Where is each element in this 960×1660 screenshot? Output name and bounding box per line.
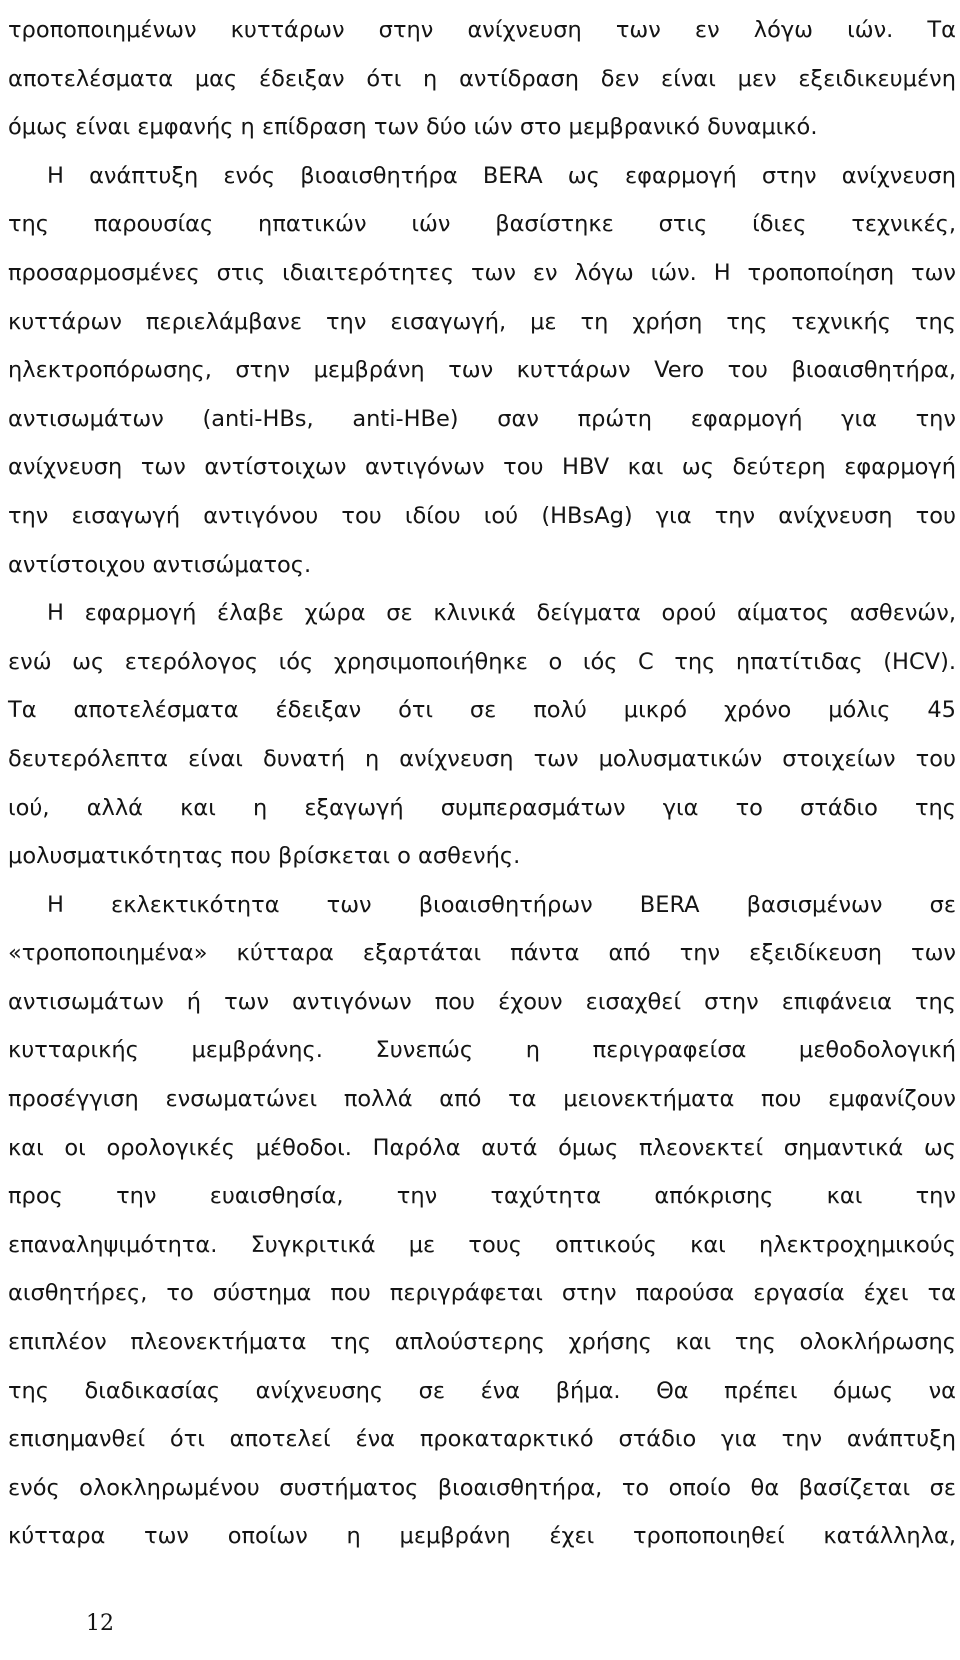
text-line: αντισωμάτων (anti-HBs, anti-HBe) σαν πρώτη εφαρμογή για την — [8, 405, 956, 432]
text-line: επιπλέον πλεονεκτήματα της απλούστερης χρήσης και της ολοκλήρωσης — [8, 1329, 956, 1356]
text-line: κύτταρα των οποίων η μεμβράνη έχει τροποποιηθεί κατάλληλα, — [8, 1523, 956, 1550]
text-line: Η ανάπτυξη ενός βιοαισθητήρα BERA ως εφαρμογή στην ανίχνευση — [47, 162, 956, 189]
text-line: της διαδικασίας ανίχνευσης σε ένα βήμα. Θα πρέπει όμως να — [8, 1377, 956, 1404]
text-line: Η εφαρμογή έλαβε χώρα σε κλινικά δείγματα ορού αίματος ασθενών, — [47, 600, 956, 627]
text-line: της παρουσίας ηπατικών ιών βασίστηκε στις ίδιες τεχνικές, — [8, 211, 956, 238]
text-line: κυτταρικής μεμβράνης. Συνεπώς η περιγραφείσα μεθοδολογική — [8, 1037, 956, 1064]
page-number: 12 — [86, 1611, 114, 1636]
text-line: επαναληψιμότητα. Συγκριτικά με τους οπτικούς και ηλεκτροχημικούς — [8, 1231, 956, 1258]
text-line: την εισαγωγή αντιγόνου του ιδίου ιού (HBsAg) για την ανίχνευση του — [8, 502, 956, 529]
text-line: «τροποποιημένα» κύτταρα εξαρτάται πάντα από την εξειδίκευση των — [8, 940, 956, 967]
text-line: επισημανθεί ότι αποτελεί ένα προκαταρκτικό στάδιο για την ανάπτυξη — [8, 1426, 956, 1453]
text-line: αποτελέσματα μας έδειξαν ότι η αντίδραση δεν είναι μεν εξειδικευμένη — [8, 65, 956, 92]
text-line: δευτερόλεπτα είναι δυνατή η ανίχνευση των μολυσματικών στοιχείων του — [8, 745, 956, 772]
text-line: ανίχνευση των αντίστοιχων αντιγόνων του HBV και ως δεύτερη εφαρμογή — [8, 454, 956, 481]
text-line: Τα αποτελέσματα έδειξαν ότι σε πολύ μικρό χρόνο μόλις 45 — [8, 697, 956, 724]
text-line: ηλεκτροπόρωσης, στην μεμβράνη των κυττάρων Vero του βιοαισθητήρα, — [8, 357, 956, 384]
text-line: όμως είναι εμφανής η επίδραση των δύο ιών στο μεμβρανικό δυναμικό. — [8, 114, 818, 141]
text-line: ιού, αλλά και η εξαγωγή συμπερασμάτων για το στάδιο της — [8, 794, 956, 821]
text-line: ενός ολοκληρωμένου συστήματος βιοαισθητήρα, το οποίο θα βασίζεται σε — [8, 1474, 956, 1501]
text-line: αντίστοιχου αντισώματος. — [8, 551, 312, 578]
text-line: μολυσματικότητας που βρίσκεται ο ασθενής. — [8, 843, 521, 870]
text-line: αισθητήρες, το σύστημα που περιγράφεται στην παρούσα εργασία έχει τα — [8, 1280, 956, 1307]
text-line: προσέγγιση ενσωματώνει πολλά από τα μειονεκτήματα που εμφανίζουν — [8, 1086, 956, 1113]
text-line: αντισωμάτων ή των αντιγόνων που έχουν εισαχθεί στην επιφάνεια της — [8, 988, 956, 1015]
body-text — [8, 6, 956, 1561]
text-line: κυττάρων περιελάμβανε την εισαγωγή, με τη χρήση της τεχνικής της — [8, 308, 956, 335]
text-line: ενώ ως ετερόλογος ιός χρησιμοποιήθηκε ο ιός C της ηπατίτιδας (HCV). — [8, 648, 956, 675]
text-line: και οι ορολογικές μέθοδοι. Παρόλα αυτά όμως πλεονεκτεί σημαντικά ως — [8, 1134, 956, 1161]
text-line: προς την ευαισθησία, την ταχύτητα απόκρισης και την — [8, 1183, 956, 1210]
text-line: Η εκλεκτικότητα των βιοαισθητήρων BERA βασισμένων σε — [47, 891, 956, 918]
text-line: προσαρμοσμένες στις ιδιαιτερότητες των εν λόγω ιών. Η τροποποίηση των — [8, 259, 956, 286]
document-page — [8, 0, 956, 1660]
text-line: τροποποιημένων κυττάρων στην ανίχνευση των εν λόγω ιών. Τα — [8, 17, 956, 43]
